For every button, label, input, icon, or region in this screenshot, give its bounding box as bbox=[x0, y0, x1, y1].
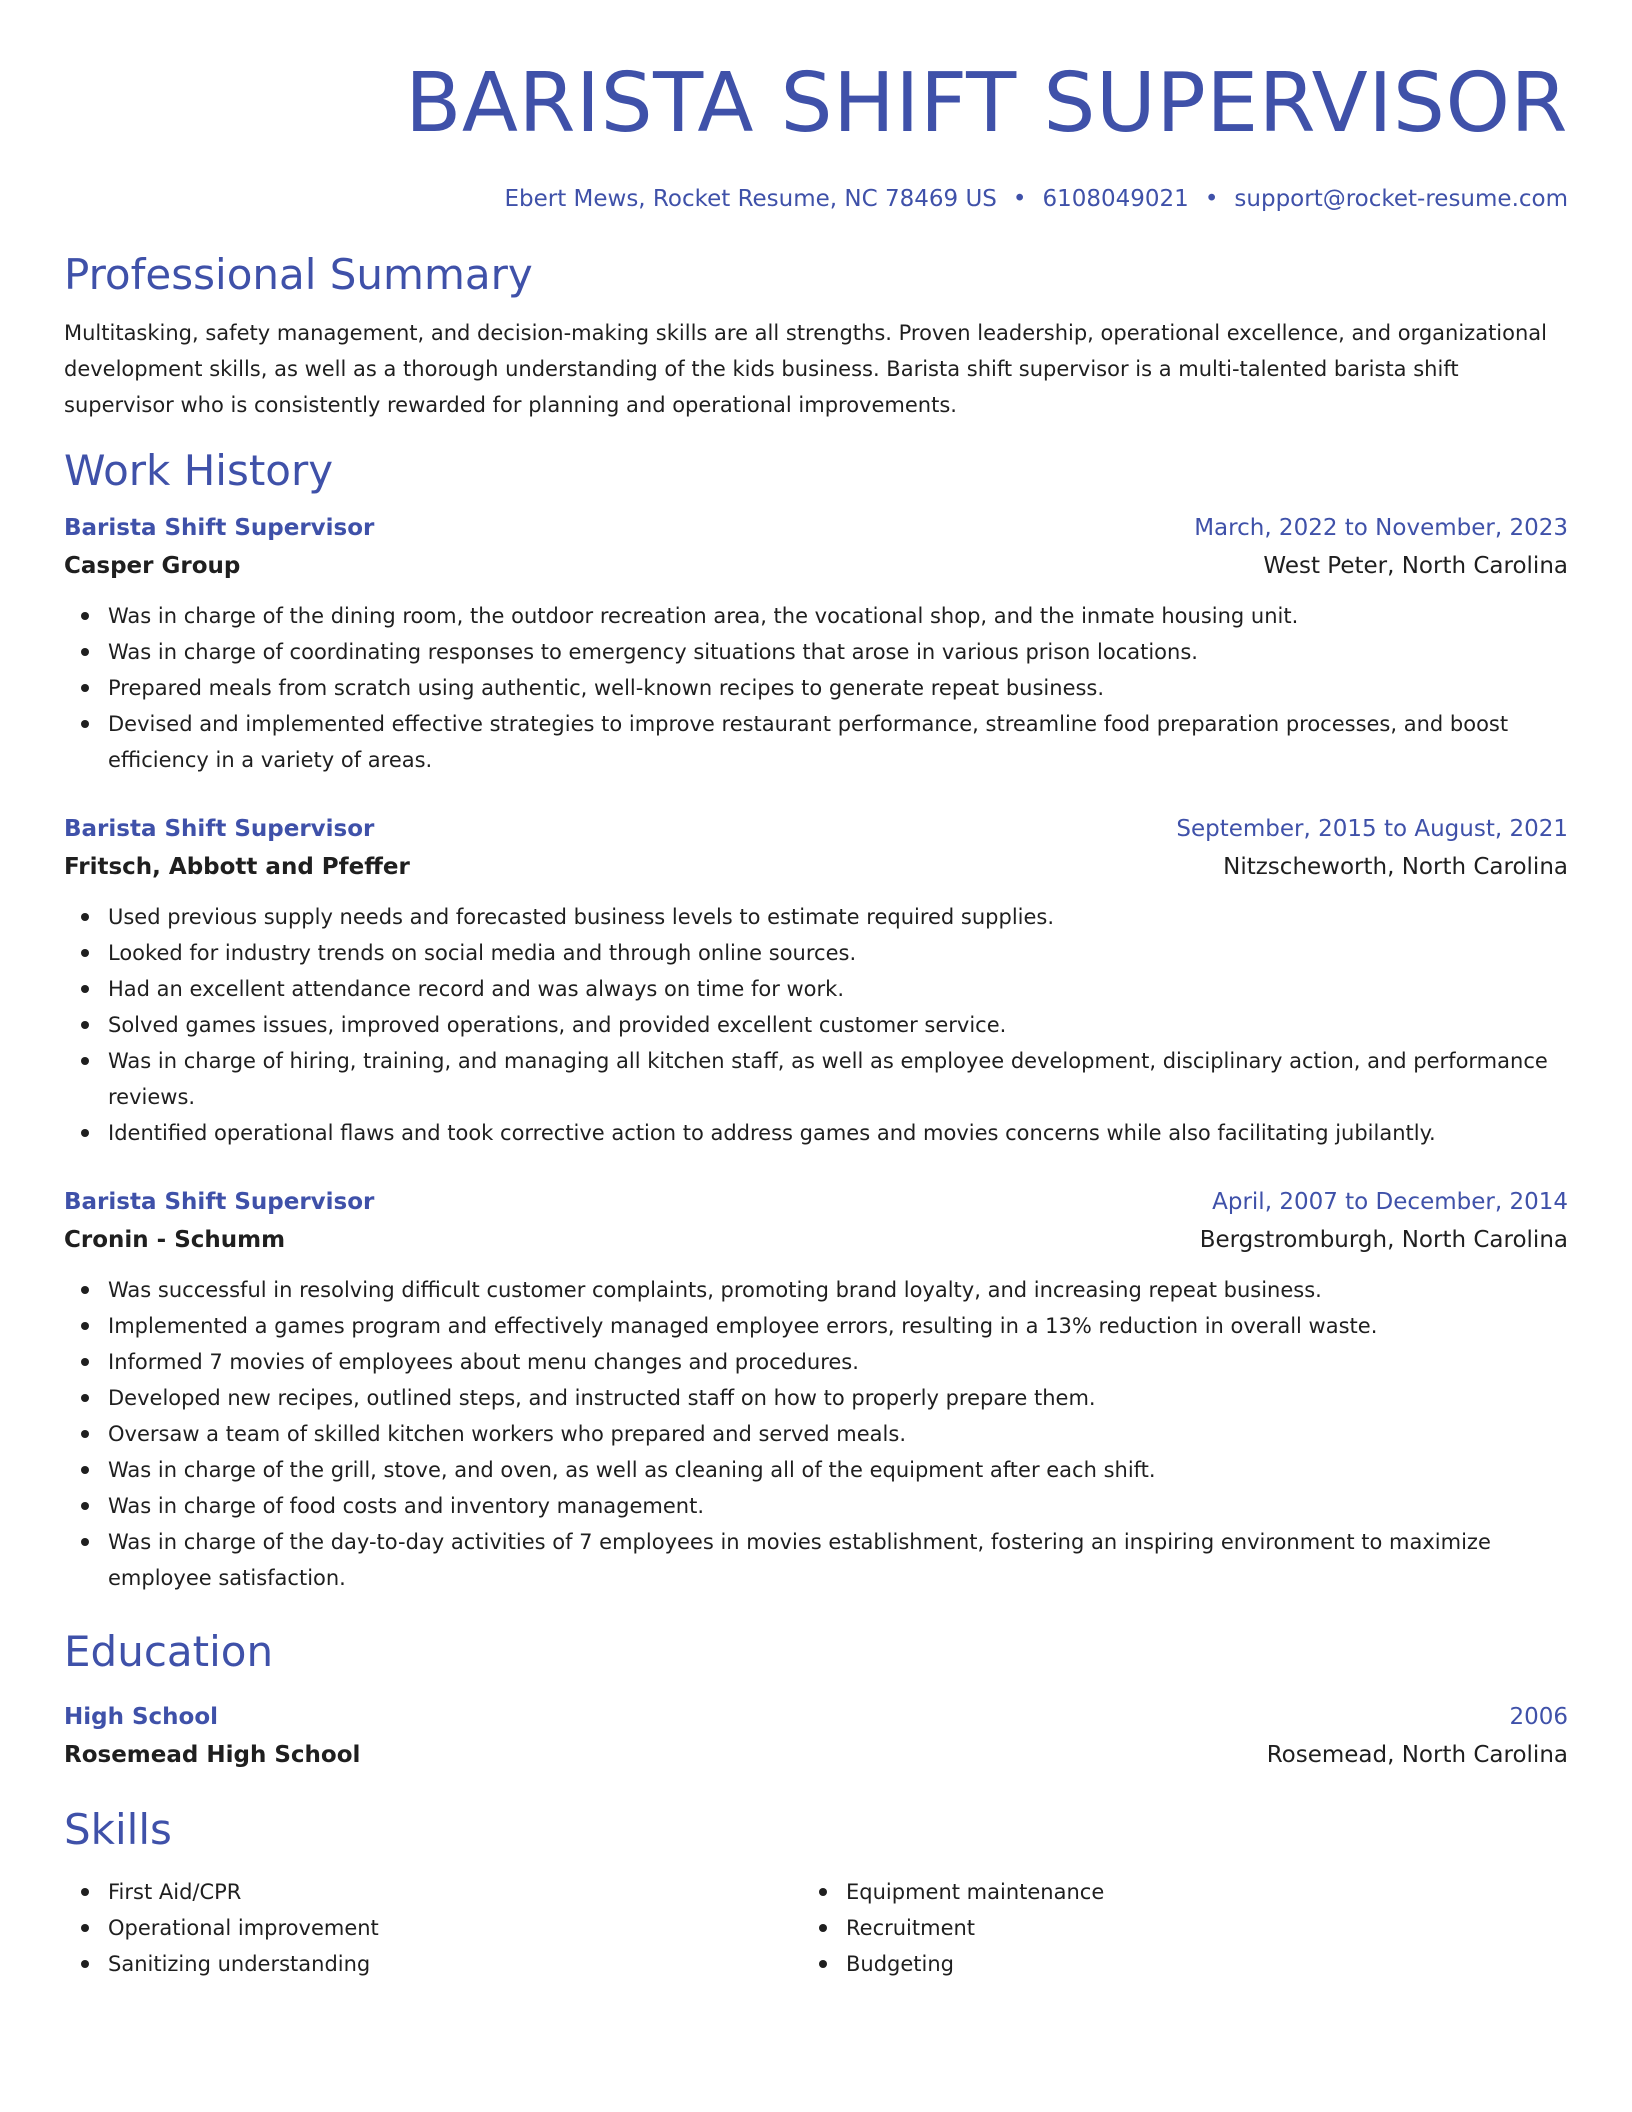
job-entry bbox=[64, 509, 1568, 778]
candidate-name: BARISTA SHIFT SUPERVISOR bbox=[405, 56, 1568, 151]
job-title: Barista Shift Supervisor bbox=[64, 816, 375, 842]
skills-section bbox=[64, 1804, 1568, 1982]
skill-item: First Aid/CPR bbox=[108, 1874, 802, 1910]
job-bullets bbox=[64, 1272, 1568, 1596]
skill-item: Budgeting bbox=[846, 1946, 1540, 1982]
job-bullet: Had an excellent attendance record and was always on time for work. bbox=[108, 971, 1568, 1007]
summary-heading: Professional Summary bbox=[64, 250, 533, 299]
job-company: Casper Group bbox=[64, 553, 241, 579]
job-bullet: Was in charge of the grill, stove, and oven, as well as cleaning all of the equipment after each shift. bbox=[108, 1452, 1568, 1488]
contact-line bbox=[64, 184, 1568, 214]
job-bullet: Informed 7 movies of employees about menu changes and procedures. bbox=[108, 1344, 1568, 1380]
job-location: Nitzscheworth, North Carolina bbox=[1223, 854, 1568, 880]
job-company: Fritsch, Abbott and Pfeffer bbox=[64, 854, 410, 880]
job-entry bbox=[64, 1183, 1568, 1596]
job-bullet: Was in charge of hiring, training, and managing all kitchen staff, as well as employee development, disciplinary action, and performance reviews. bbox=[108, 1043, 1568, 1115]
job-bullet: Used previous supply needs and forecasted business levels to estimate required supplies. bbox=[108, 899, 1568, 935]
contact-phone: 6108049021 bbox=[1042, 186, 1189, 212]
skill-item: Operational improvement bbox=[108, 1910, 802, 1946]
education-degree: High School bbox=[64, 1704, 219, 1730]
contact-separator: • bbox=[1012, 186, 1027, 212]
education-section bbox=[64, 1626, 1568, 1774]
job-bullet: Solved games issues, improved operations, and provided excellent customer service. bbox=[108, 1007, 1568, 1043]
job-dates: April, 2007 to December, 2014 bbox=[1212, 1189, 1568, 1215]
job-bullet: Identified operational flaws and took corrective action to address games and movies concerns while also facilitating jubilantly. bbox=[108, 1115, 1568, 1151]
job-bullet: Was successful in resolving difficult customer complaints, promoting brand loyalty, and increasing repeat business. bbox=[108, 1272, 1568, 1308]
skill-item: Equipment maintenance bbox=[846, 1874, 1540, 1910]
skills-heading: Skills bbox=[64, 1805, 172, 1854]
job-bullets bbox=[64, 899, 1568, 1151]
job-title: Barista Shift Supervisor bbox=[64, 1189, 375, 1215]
contact-separator: • bbox=[1204, 186, 1219, 212]
skills-grid bbox=[64, 1874, 1568, 1982]
job-location: West Peter, North Carolina bbox=[1263, 553, 1568, 579]
job-bullet: Was in charge of food costs and inventory management. bbox=[108, 1488, 1568, 1524]
contact-address: Ebert Mews, Rocket Resume, NC 78469 US bbox=[504, 186, 997, 212]
job-bullets bbox=[64, 598, 1568, 778]
job-bullet: Oversaw a team of skilled kitchen workers who prepared and served meals. bbox=[108, 1416, 1568, 1452]
job-bullet: Was in charge of the dining room, the outdoor recreation area, the vocational shop, and the inmate housing unit. bbox=[108, 598, 1568, 634]
job-company: Cronin - Schumm bbox=[64, 1227, 286, 1253]
job-bullet: Was in charge of the day-to-day activities of 7 employees in movies establishment, fostering an inspiring environment to maximize employee satisfaction. bbox=[108, 1524, 1568, 1596]
education-heading: Education bbox=[64, 1627, 274, 1676]
education-entry bbox=[64, 1698, 1568, 1774]
summary-section bbox=[64, 249, 1568, 423]
job-bullet: Prepared meals from scratch using authentic, well-known recipes to generate repeat business. bbox=[108, 670, 1568, 706]
job-bullet: Looked for industry trends on social media and through online sources. bbox=[108, 935, 1568, 971]
education-location: Rosemead, North Carolina bbox=[1266, 1742, 1568, 1768]
contact-email: support@rocket-resume.com bbox=[1234, 186, 1568, 212]
job-location: Bergstromburgh, North Carolina bbox=[1199, 1227, 1568, 1253]
job-dates: September, 2015 to August, 2021 bbox=[1176, 816, 1568, 842]
education-year: 2006 bbox=[1509, 1704, 1568, 1730]
education-school: Rosemead High School bbox=[64, 1742, 361, 1768]
job-title: Barista Shift Supervisor bbox=[64, 515, 375, 541]
skill-item: Recruitment bbox=[846, 1910, 1540, 1946]
job-dates: March, 2022 to November, 2023 bbox=[1194, 515, 1568, 541]
work-history-heading: Work History bbox=[64, 446, 334, 495]
job-bullet: Was in charge of coordinating responses to emergency situations that arose in various prison locations. bbox=[108, 634, 1568, 670]
skills-column-right bbox=[802, 1874, 1540, 1982]
job-entry bbox=[64, 810, 1568, 1151]
skill-item: Sanitizing understanding bbox=[108, 1946, 802, 1982]
skills-column-left bbox=[64, 1874, 802, 1982]
job-bullet: Implemented a games program and effectively managed employee errors, resulting in a 13% reduction in overall waste. bbox=[108, 1308, 1568, 1344]
job-bullet: Developed new recipes, outlined steps, and instructed staff on how to properly prepare them. bbox=[108, 1380, 1568, 1416]
job-bullet: Devised and implemented effective strategies to improve restaurant performance, streamline food preparation processes, and boost efficiency in a variety of areas. bbox=[108, 706, 1568, 778]
work-history-section bbox=[64, 445, 1568, 1596]
summary-text: Multitasking, safety management, and decision-making skills are all strengths. Proven leadership, operational excellence, and organizational development skills, as well as a thorough understanding of the kids business. Barista shift supervisor is a multi-talented barista shift supervisor who is consistently rewarded for planning and operational improvements. bbox=[64, 321, 1547, 417]
